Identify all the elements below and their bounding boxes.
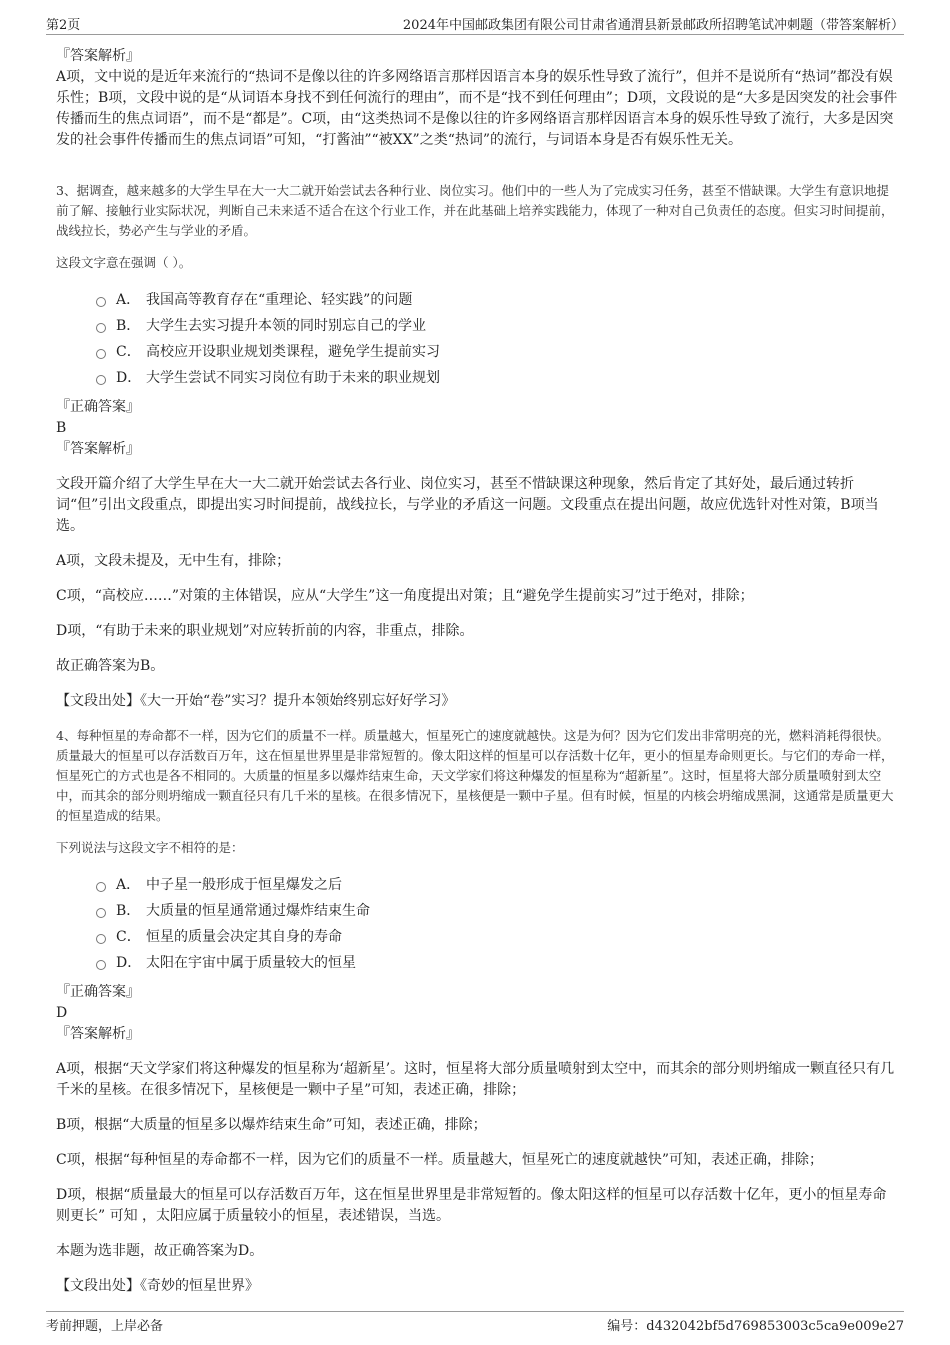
option-text: 高校应开设职业规划类课程，避免学生提前实习 — [146, 344, 440, 360]
option-letter: C． — [116, 344, 141, 360]
option-text: 大学生尝试不同实习岗位有助于未来的职业规划 — [146, 370, 440, 386]
radio-icon[interactable] — [96, 960, 106, 970]
radio-icon[interactable] — [96, 349, 106, 359]
radio-icon[interactable] — [96, 882, 106, 892]
q3-answer: B — [56, 420, 67, 436]
q4-answer: D — [56, 1005, 68, 1021]
option-text: 大质量的恒星通常通过爆炸结束生命 — [146, 903, 370, 919]
radio-icon[interactable] — [96, 375, 106, 385]
q3-option-d[interactable] — [96, 365, 898, 391]
option-text: 中子星一般形成于恒星爆发之后 — [146, 877, 342, 893]
option-text: 我国高等教育存在“重理论、轻实践”的问题 — [146, 292, 413, 308]
q4-stem: 4、每种恒星的寿命都不一样，因为它们的质量不一样。质量越大，恒星死亡的速度就越快。这是为何？因为它们发出非常明亮的光，燃料消耗得很快。质量最大的恒星可以存活数百万年，这在恒星世界里是非常短暂的。像太阳这样的恒星可以存活数十亿年，更小的恒星寿命则更长。与它们的寿命一样，恒星死亡的方式也是各不相同的。大质量的恒星多以爆炸结束生命，天文学家们将这种爆发的恒星称为“超新星”。这时，恒星将大部分质量喷射到太空中，而其余的部分则坍缩成一颗直径只有几千米的星核。在很多情况下，星核便是一颗中子星。但有时候，恒星的内核会坍缩成黑洞，这通常是质量更大的恒星造成的结果。 — [56, 728, 894, 823]
q3-analysis-label: 『答案解析』 — [56, 441, 140, 457]
page-number: 第2页 — [46, 18, 81, 33]
q4-prompt: 下列说法与这段文字不相符的是： — [56, 840, 244, 855]
footer-slogan: 考前押题，上岸必备 — [46, 1319, 164, 1334]
q4-answer-label: 『正确答案』 — [56, 984, 140, 1000]
q3-option-a[interactable] — [96, 287, 898, 313]
page-header — [46, 14, 904, 34]
q4-option-c[interactable] — [96, 924, 898, 950]
option-text: 恒星的质量会决定其自身的寿命 — [146, 929, 342, 945]
q3-stem: 3、据调查，越来越多的大学生早在大一大二就开始尝试去各种行业、岗位实习。他们中的一些人为了完成实习任务，甚至不惜缺课。大学生有意识地提前了解、接触行业实际状况，判断自己未来适不适合在这个行业工作，并在此基础上培养实践能力，体现了一种对自己负责任的态度。但实习时间提前，战线拉长，势必产生与学业的矛盾。 — [56, 183, 894, 238]
q4-analysis-p2: B项，根据“大质量的恒星多以爆炸结束生命”可知，表述正确，排除； — [56, 1117, 487, 1133]
q2-analysis-label: 『答案解析』 — [56, 48, 140, 64]
q3-answer-label: 『正确答案』 — [56, 399, 140, 415]
q3-options — [96, 287, 898, 391]
q3-source: 【文段出处】《大一开始“卷”实习？提升本领始终别忘好好学习》 — [56, 693, 456, 709]
q3-analysis-p3: C项，“高校应……”对策的主体错误，应从“大学生”这一角度提出对策；且“避免学生提前实习”过于绝对，排除； — [56, 588, 754, 604]
footer-divider — [46, 1311, 904, 1312]
option-text: 太阳在宇宙中属于质量较大的恒星 — [146, 955, 356, 971]
q4-analysis-label: 『答案解析』 — [56, 1026, 140, 1042]
option-text: 大学生去实习提升本领的同时别忘自己的学业 — [146, 318, 426, 334]
q4-analysis-p4: D项，根据“质量最大的恒星可以存活数百万年，这在恒星世界里是非常短暂的。像太阳这样的恒星可以存活数十亿年，更小的恒星寿命则更长” 可知 ，太阳应属于质量较小的恒星，表述错误，当选。 — [56, 1187, 887, 1224]
q3-analysis-p4: D项，“有助于未来的职业规划”对应转折前的内容，非重点，排除。 — [56, 623, 474, 639]
document-title: 2024年中国邮政集团有限公司甘肃省通渭县新景邮政所招聘笔试冲刺题（带答案解析） — [402, 18, 904, 33]
q4-option-a[interactable] — [96, 872, 898, 898]
q4-option-b[interactable] — [96, 898, 898, 924]
q3-option-b[interactable] — [96, 313, 898, 339]
q4-analysis-p1: A项，根据“天文学家们将这种爆发的恒星称为‘超新星’。这时，恒星将大部分质量喷射到太空中，而其余的部分则坍缩成一颗直径只有几千米的星核。在很多情况下，星核便是一颗中子星”可知，表述正确，排除； — [56, 1061, 895, 1098]
q3-analysis-p2: A项，文段未提及，无中生有，排除； — [56, 553, 291, 569]
radio-icon[interactable] — [96, 297, 106, 307]
q4-options — [96, 872, 898, 976]
option-letter: A． — [116, 877, 141, 893]
q3-conclusion: 故正确答案为B。 — [56, 658, 165, 674]
option-letter: D． — [116, 955, 142, 971]
q4-conclusion: 本题为选非题，故正确答案为D。 — [56, 1243, 264, 1259]
q3-analysis-p1: 文段开篇介绍了大学生早在大一大二就开始尝试去各行业、岗位实习，甚至不惜缺课这种现象，然后肯定了其好处，最后通过转折词“但”引出文段重点，即提出实习时间提前，战线拉长，与学业的矛盾这一问题。文段重点在提出问题，故应优选针对性对策，B项当选。 — [56, 476, 879, 534]
radio-icon[interactable] — [96, 934, 106, 944]
q4-option-d[interactable] — [96, 950, 898, 976]
document-id: 编号：d432042bf5d769853003c5ca9e009e27 — [607, 1319, 904, 1334]
q4-source: 【文段出处】《奇妙的恒星世界》 — [56, 1278, 259, 1294]
q4-analysis-p3: C项，根据“每种恒星的寿命都不一样，因为它们的质量不一样。质量越大，恒星死亡的速度就越快”可知，表述正确，排除； — [56, 1152, 824, 1168]
q2-analysis-text: A项，文中说的是近年来流行的“热词不是像以往的许多网络语言那样因语言本身的娱乐性导致了流行”，但并不是说所有“热词”都没有娱乐性；B项，文段中说的是“从词语本身找不到任何流行的理由”，而不是“找不到任何理由”；D项，文段说的是“大多是因突发的社会事件传播而生的焦点词语”，而不是“都是”。C项，由“这类热词不是像以往的许多网络语言那样因语言本身的娱乐性导致了流行，大多是因突发的社会事件传播而生的焦点词语”可知，“打酱油”“被XX”之类“热词”的流行，与词语本身是否有娱乐性无关。 — [56, 69, 898, 148]
option-letter: C． — [116, 929, 141, 945]
q3-option-c[interactable] — [96, 339, 898, 365]
header-divider — [46, 34, 904, 35]
option-letter: D． — [116, 370, 142, 386]
option-letter: B． — [116, 903, 141, 919]
radio-icon[interactable] — [96, 323, 106, 333]
option-letter: A． — [116, 292, 141, 308]
option-letter: B． — [116, 318, 141, 334]
main-content — [56, 46, 898, 1297]
q3-prompt: 这段文字意在强调（ ）。 — [56, 255, 192, 270]
radio-icon[interactable] — [96, 908, 106, 918]
